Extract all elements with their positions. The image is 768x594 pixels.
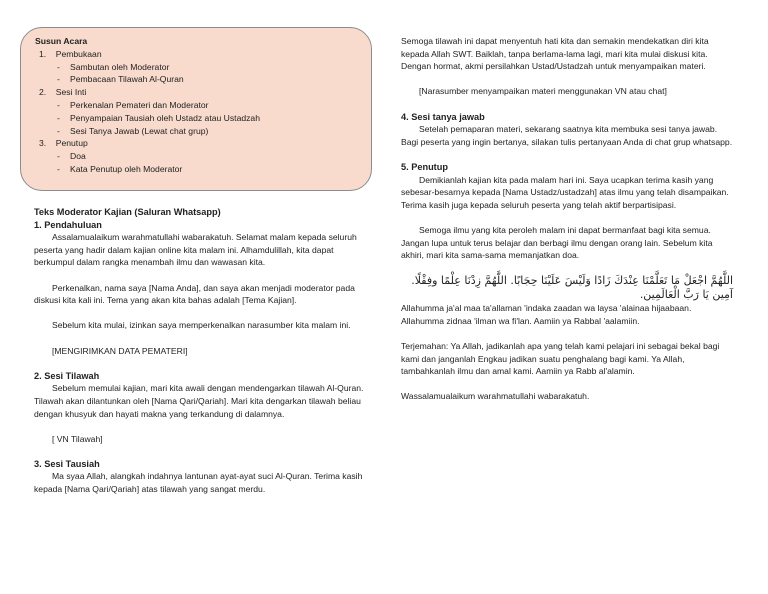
agenda-section-num: 3.	[39, 138, 47, 149]
left-column	[34, 206, 366, 496]
paragraph: Semoga ilmu yang kita peroleh malam ini dapat bermanfaat bagi kita semua. Jangan lupa untuk terus belajar dan berbagi ilmu dengan orang lain. Sebelum kita akhiri, mari kita sama-sama memanjatkan doa.	[401, 224, 713, 261]
agenda-item: - Kata Penutup oleh Moderator	[57, 163, 183, 174]
paragraph: Sebelum kita mulai, izinkan saya memperkenalkan narasumber kita malam ini.	[52, 320, 351, 331]
paragraph: Demikianlah kajian kita pada malam hari ini. Saya ucapkan terima kasih yang sebesar-besarnya kepada [Nama Ustadz/ustadzah] atas ilmu yang telah disampaikan. Terima kasih juga kepada seluruh peserta yang telah aktif berpartisipasi.	[401, 174, 729, 210]
translation: Terjemahan: Ya Allah, jadikanlah apa yang telah kami pelajari ini sebagai bekal bagi kami dan janganlah Engkau jadikan suatu penghalang bagi kami. Ya Allah, tambahkanlah ilmu dan amal kami. Aamiin ya Rabb al'alamin.	[401, 341, 720, 377]
heading-pendahuluan: 1. Pendahuluan	[34, 219, 102, 230]
note: [Narasumber menyampaikan materi menggunakan VN atau chat]	[419, 86, 667, 97]
agenda-item: - Pembacaan Tilawah Al-Quran	[57, 74, 184, 85]
agenda-item: - Perkenalan Pemateri dan Moderator	[57, 99, 209, 110]
doc-title: Teks Moderator Kajian (Saluran Whatsapp)	[34, 207, 221, 217]
transliteration: Allahumma ja'al maa ta'allaman 'indaka zaadan wa laysa 'alainaa hijaabaan. Allahumma zidnaa 'ilman wa fi'lan. Aamiin ya Rabbal 'aalamiin.	[401, 303, 692, 326]
agenda-section-2	[35, 86, 359, 137]
heading-tausiah: 3. Sesi Tausiah	[34, 458, 100, 469]
agenda-item: - Sesi Tanya Jawab (Lewat chat grup)	[57, 125, 209, 136]
agenda-item: - Penyampaian Tausiah oleh Ustadz atau Ustadzah	[57, 112, 260, 123]
heading-tanya-jawab: 4. Sesi tanya jawab	[401, 111, 485, 122]
paragraph: Ma syaa Allah, alangkah indahnya lantunan ayat-ayat suci Al-Quran. Terima kasih kepada [Nama Qari/Qariah] atas tilawah yang sangat merdu.	[34, 471, 363, 495]
agenda-section-num: 1.	[39, 48, 47, 59]
agenda-section-label: Penutup	[55, 138, 88, 149]
paragraph: Perkenalkan, nama saya [Nama Anda], dan saya akan menjadi moderator pada diskusi kita kali ini. Tema yang akan kita bahas adalah [Tema Kajian].	[34, 282, 355, 306]
agenda-title: Susun Acara	[35, 36, 88, 46]
right-column	[401, 35, 733, 403]
paragraph: Sebelum memulai kajian, mari kita awali dengan mendengarkan tilawah Al-Quran. Tilawah akan dilantunkan oleh [Nama Qari/Qariah]. Mari kita dengarkan tilawah beliau dengan khusyuk dan hayati makna yang terkandung di dalamnya.	[34, 383, 364, 419]
agenda-section-label: Pembukaan	[55, 48, 102, 59]
agenda-item: - Doa	[57, 151, 86, 162]
paragraph: Semoga tilawah ini dapat menyentuh hati kita dan semakin mendekatkan diri kita kepada Allah SWT. Baiklah, tanpa berlama-lama lagi, mari kita mulai diskusi kita. Dengan hormat, akmi persilahkan Ustad/Ustadzah untuk menyampaikan materi.	[401, 36, 709, 72]
closing: Wassalamualaikum warahmatullahi wabarakatuh.	[401, 391, 590, 402]
agenda-section-1	[35, 48, 359, 86]
agenda-item: - Sambutan oleh Moderator	[57, 61, 170, 72]
agenda-box	[20, 27, 372, 191]
agenda-section-num: 2.	[39, 87, 47, 98]
paragraph: Setelah pemaparan materi, sekarang saatnya kita membuka sesi tanya jawab. Bagi peserta yang ingin bertanya, silakan tulis pertanyaan Anda di chat grup whatsapp.	[401, 124, 733, 147]
paragraph: Assalamualaikum warahmatullahi wabarakatuh. Selamat malam kepada seluruh peserta yang hadir dalam kajian online kita malam ini. Alhamdulillah, kita dapat berkumpul dalam rangka menambah ilmu dan wawasan kita.	[34, 232, 357, 268]
agenda-section-label: Sesi Inti	[55, 87, 87, 98]
note: [ VN Tilawah]	[52, 433, 103, 444]
heading-penutup: 5. Penutup	[401, 161, 448, 172]
agenda-section-3	[35, 137, 359, 175]
note: [MENGIRIMKAN DATA PEMATERI]	[52, 345, 188, 356]
arabic-prayer: اللَّهُمَّ اجْعَلْ مَا تَعَلَّمْنَا عِنْدَكَ زَادًا وَلَيْسَ عَلَيْنَا حِجَابًا. اللَّهُمَّ زِدْنَا عِلْمًا وفِقْلًا. آمِين يَا رَبَّ الْعَالَمِين.	[411, 274, 733, 302]
heading-tilawah: 2. Sesi Tilawah	[34, 370, 100, 381]
